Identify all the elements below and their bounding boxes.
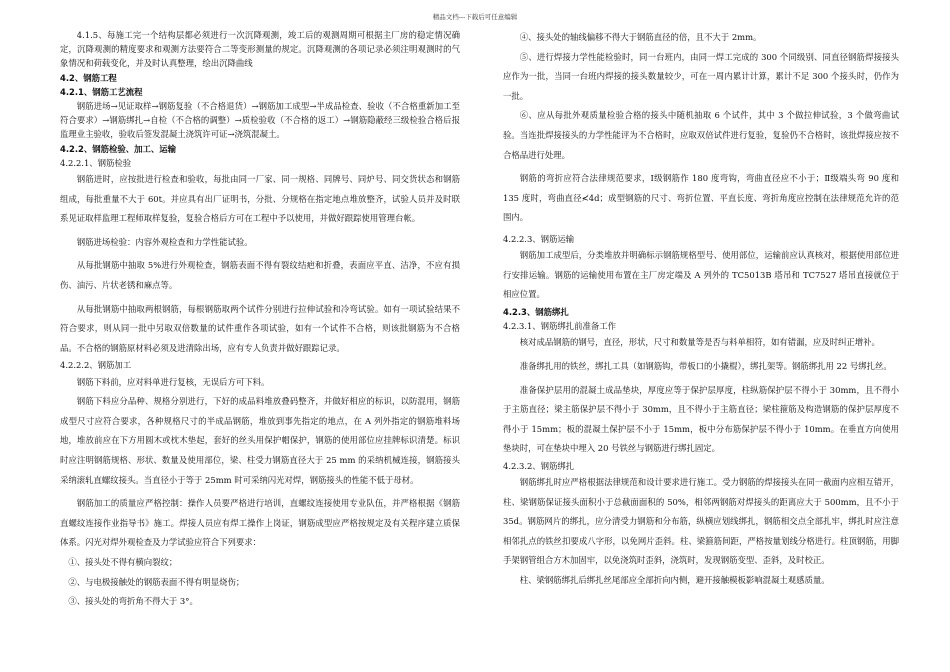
paragraph-bending: 钢筋的弯折应符合法律规范要求，Ⅰ级钢筋作 180 度弯钩，弯曲直径应不小于；Ⅱ级端头弯 90 度和 135 度时，弯曲直径≮4d；成型钢筋的尺寸、弯折位置、平直长度、弯折角度应控制在法律规范允许的范围内。: [503, 173, 899, 223]
list-item-6: ⑥、应从每批外观质量检验合格的接头中随机抽取 6 个试件，其中 3 个做拉伸试验，3 个做弯曲试验。当连批焊接接头的力学性能评为不合格时，应取双倍试件进行复验，复验仍不合格时，该批焊接应按不合格品进行处理。: [503, 110, 899, 160]
paragraph-processing-3: 钢筋加工的质量应严格控制：操作人员要严格进行培训，直螺纹连接使用专业队伍，并严格根据《钢筋直螺纹连接作业指导书》施工。焊接人员应有焊工操作上岗证，钢筋成型应严格按规定及有关程序建立质保体系。闪光对焊外观检查及力学试验应符合下列要求：: [60, 498, 460, 548]
heading-4-2-3-1: 4.2.3.1、钢筋绑扎前准备工作: [503, 321, 617, 332]
paragraph-inspection-2: 钢筋进场检验：内容外观检查和力学性能试验。: [76, 236, 253, 247]
heading-4-2-2: 4.2.2、钢筋检验、加工、运输: [60, 143, 176, 154]
paragraph-tying-1: 钢筋绑扎时应严格根据法律规范和设计要求进行施工。受力钢筋的焊接接头在同一截面内应相互错开，柱、梁钢筋保证接头面积小于总截面面积的 50%，相邻两钢筋对焊接头的距离应大于 500mm，且不小于 35d。钢筋网片的绑扎，应分清受力钢筋和分布筋，纵横应划线绑扎，钢筋相交点全部扎牢，绑扎时应注意相邻扎点的铁丝扣要成八字形，以免网片歪斜。柱、梁箍筋间距，严格按量划线分格进行。柱顶钢筋，用脚手架钢管组合方木加固牢，以免浇筑时歪斜，浇筑时，发现钢筋变型、歪斜，及时校正。: [503, 477, 899, 566]
paragraph-transport: 钢筋加工成型后，分类堆放并明确标示钢筋规格型号、使用部位，运输前应认真核对，根据使用部位进行安排运输。钢筋的运输使用布置在主厂房定端及 A 列外的 TC5013B 塔吊和 TC7527 塔吊直接就位于相应位置。: [503, 250, 899, 300]
paragraph-prep-2: 准备绑扎用的铁丝，绑扎工具（如钢筋钩，带板口的小撬棍），绑扎架等。钢筋绑扎用 22 号绑扎丝。: [519, 360, 892, 371]
heading-4-2-3-2: 4.2.3.2、钢筋绑扎: [503, 460, 575, 471]
heading-4-2-2-1: 4.2.2.1、钢筋检验: [60, 157, 132, 168]
paragraph-process-flow: 钢筋进场→见证取样→钢筋复验（不合格退货）→钢筋加工成型→半成品检查、验收（不合格重新加工至符合要求）→钢筋绑扎→自检（不合格的调整）→质检验收（不合格的返工）→钢筋隐蔽经三级检验合格后报监理业主验收，验收后签发混凝土浇筑许可证→浇筑混凝土。: [60, 101, 460, 140]
left-column: [60, 28, 460, 612]
heading-4-2: 4.2、钢筋工程: [60, 72, 117, 83]
paragraph-4-1-5: 4.1.5、每施工完一个结构层都必须进行一次沉降观测，竣工后的观测周期可根据主厂房的稳定情况确定，沉降观测的精度要求和观测方法要符合二等变形测量的规定。沉降观测的各项记录必须注明观测时的气象情况和荷载变化，并及时认真整理，绘出沉降曲线: [60, 30, 460, 69]
list-item-2: ②、与电极接触处的钢筋表面不得有明显烧伤；: [68, 576, 245, 587]
heading-4-2-2-2: 4.2.2.2、钢筋加工: [60, 360, 132, 371]
paragraph-prep-1: 核对成品钢筋的钢号，直径，形状，尺寸和数量等是否与料单相符，如有错漏，应及时纠正增补。: [519, 337, 880, 348]
page-header: 精品文档---下载后可任意编辑: [432, 13, 518, 21]
heading-4-2-3: 4.2.3、钢筋绑扎: [503, 306, 569, 317]
paragraph-processing-2: 钢筋下料应分品种、规格分别进行，下好的成品料堆放叠码整齐，并做好相应的标识，以防混用，钢筋成型尺寸应符合要求，各种规格尺寸的半成品钢筋，堆放到事先指定的地点，在 A 列外指定的钢筋堆料场地，堆放前应在下方用圆木或枕木垫起，套好的丝头用保护帽保护，钢筋的使用部位应挂牌标识清楚。标识时应注明钢筋规格、形状、数量及使用部位，梁、柱受力钢筋直径大于 25 mm 的采纳机械连接，钢筋接头采纳滚轧直螺纹接头。当直径小于等于 25mm 时可采纳闪光对焊，钢筋接头的性能不低于母材。: [60, 396, 460, 485]
list-item-4: ④、接头处的轴线偏移不得大于钢筋直径的倍，且不大于 2mm。: [519, 32, 762, 42]
list-item-1: ①、接头处不得有横向裂纹；: [68, 556, 178, 567]
heading-4-2-1: 4.2.1、钢筋工艺流程: [60, 86, 143, 97]
paragraph-inspection-4: 从每批钢筋中抽取两根钢筋，每根钢筋取两个试件分别进行拉伸试验和冷弯试验。如有一项试验结果不符合要求，则从同一批中另取双倍数量的试件重作各项试验，如有一个试件不合格，则该批钢筋为不合格品。不合格的钢筋原材料必须及进清除出场，应有专人负责并做好跟踪记录。: [60, 303, 460, 353]
paragraph-inspection-3: 从每批钢筋中抽取 5%进行外观检查，钢筋表面不得有裂纹结疤和折叠，表面应平直、洁净，不应有损伤、油污、片状老锈和麻点等。: [60, 260, 460, 290]
right-column: [503, 28, 899, 591]
paragraph-tying-2: 柱、梁钢筋绑扎后绑扎丝尾部应全部折向内侧，避开接触模板影响混凝土观感质量。: [519, 575, 830, 586]
heading-4-2-2-3: 4.2.2.3、钢筋运输: [503, 233, 575, 244]
paragraph-prep-3: 准备保护层用的混凝土成品垫块，厚度应等于保护层厚度，柱纵筋保护层不得小于 30mm，且不得小于主筋直径；梁主筋保护层不得小于 30mm，且不得小于主筋直径；梁柱箍筋及构造钢筋的保护层厚度不得小于 15mm；板的混凝土保护层不小于 15mm，板中分布筋保护层不得小于 10mm。在垂直方向使用垫块时，可在垫块中埋入 20 号铁丝与钢筋进行绑扎固定。: [503, 384, 899, 454]
paragraph-inspection-1: 钢筋进时，应按批进行检查和验收，每批由同一厂家、同一规格、同牌号、同炉号、同交货状态和钢筋组成，每批重量不大于 60t。并应具有出厂证明书，分批、分规格在指定地点堆放整齐，试验人员并及时联系见证取样监理工程师取样复验，复验合格后方可在工程中予以使用，并做好跟踪使用管理台帐。: [60, 174, 460, 224]
list-item-5: ⑤、进行焊接力学性能检验时，同一台班内，由同一焊工完成的 300 个同级别、同直径钢筋焊接接头应作为一批，当同一台班内焊接的接头数量较少，可在一周内累计计算，累计不足 300 个接头时，仍作为一批。: [503, 51, 899, 101]
paragraph-processing-1: 钢筋下料前，应对料单进行复核，无误后方可下料。: [76, 376, 270, 387]
list-item-3: ③、接头处的弯折角不得大于 3°。: [68, 596, 198, 607]
